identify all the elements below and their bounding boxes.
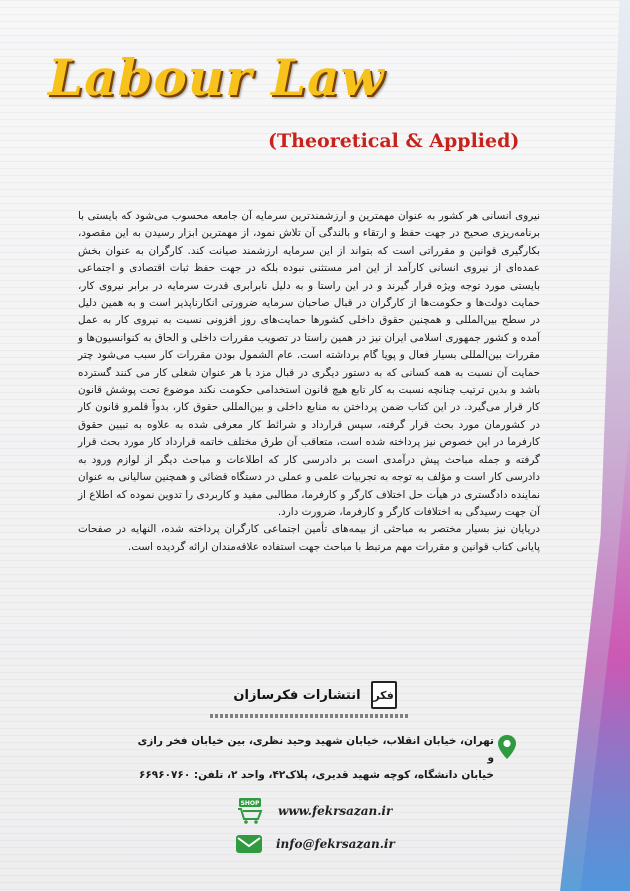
cover-title: Labour Law — [48, 48, 385, 107]
shop-label: SHOP — [240, 800, 260, 807]
website-row — [236, 798, 392, 824]
cover-subtitle: (Theoretical & Applied) — [268, 130, 520, 152]
description-paragraph-1: نیروی انسانی هر کشور به عنوان مهمترین و ارزشمندترین سرمایه آن جامعه محسوب می‌شود که بایستی با برنامه‌ریزی صحیح در جهت حفظ و ارتقاء و بالندگی آن تلاش نمود، از مهمترین ابزار رسیدن به این مقصود، بکارگیری قوانین و مقرراتی است که بتواند از این سرمایه ارزشمند صیانت کند. کارگران به عنوان بخش عمده‌ای از نیروی انسانی کارآمد از این امر مستثنی نبوده بلکه در جهت حفظ ثبات اقتصادی و اجتماعی بایستی مورد توجه ویژه قرار گیرند و در این راستا و به دلیل نابرابری قدرت سرمایه در برابر نیروی کار، حمایت دولت‌ها و حکومت‌ها از کارگران در قبال صاحبان سرمایه ضرورتی انکارناپذیر است و به همین دلیل در سطح بین‌المللی و همچنین حقوق داخلی کشورها حمایت‌های روز افزونی نسبت به نیروی کار به عمل آمده و کشور جمهوری اسلامی ایران نیز در همین راستا در تصویب مقررات داخلی و الحاق به کنوانسیون‌ها و مقررات بین‌المللی بسیار فعال و پویا گام برداشته است. عام الشمول بودن مقررات کار سبب می‌شود چتر حمایت آن نسبت به همه کسانی که به دستور دیگری در قبال مزد با هر عنوان شغلی کار می کنند گسترده باشد و بدین ترتیب چنانچه نسبت به کار تابع هیچ قانون استخدامی حکومت نکند موضوع تحت پوشش قانون کار قرار می‌گیرد. در این کتاب ضمن پرداختن به منابع داخلی و بین‌المللی حقوق کار، بدواً قلمرو قانون کار در کشورمان مورد بحث قرار گرفته، سپس قرارداد و شرائط کار معرفی شده به علاوه به تبیین حقوق کارفرما در این خصوص نیز پرداخته شده است، متعاقب آن طرق مختلف خاتمه قرارداد کار مورد بحث قرار گرفته و جمله مباحث پیش درآمدی است بر دادرسی کار که اطلاعات و مباحث دیگر از لوازم ورود به دادرسی کار است و مؤلف به توجه به تجربیات علمی و عملی در دستگاه قضائی و همچنین سالیانی به عنوان نماینده دادگستری در هیأت حل اختلاف کارگر و کارفرما، مطالبی مفید و کاربردی را تدوین نموده که اطلاع از آن جهت رسیدگی به اختلافات کارگر و کارفرما، ضرورت دارد. — [78, 210, 540, 518]
envelope-icon — [236, 835, 262, 853]
email-link[interactable]: info@fekrsazan.ir — [276, 837, 395, 851]
address-line-1: تهران، خیابان انقلاب، خیابان شهید وحید نظری، بین خیابان فخر رازی و — [137, 735, 494, 764]
email-row — [236, 835, 395, 853]
shopping-cart-icon — [236, 798, 264, 824]
publisher-block — [180, 680, 450, 710]
publisher-address — [128, 733, 494, 784]
website-link[interactable]: www.fekrsazan.ir — [278, 804, 393, 818]
publisher-logo-icon: فکر — [371, 681, 397, 709]
description-paragraph-2: دریایان نیز بسیار مختصر به مباحثی از بیمه‌های تأمین اجتماعی کارگران پرداخته شده، النهایه در صفحات پایانی کتاب قوانین و مقررات مهم مرتبط با مباحث جهت استفاده علاقه‌مندان ارائه گردیده است. — [78, 523, 540, 553]
divider — [210, 714, 410, 718]
location-pin-icon — [497, 734, 517, 760]
book-description — [78, 208, 540, 556]
address-line-2: خیابان دانشگاه، کوچه شهید قدیری، پلاک۴۲، واحد ۲، تلفن: ۶۶۹۶۰۷۶۰ — [138, 769, 494, 781]
publisher-name: انتشارات فکرسازان — [233, 687, 361, 703]
